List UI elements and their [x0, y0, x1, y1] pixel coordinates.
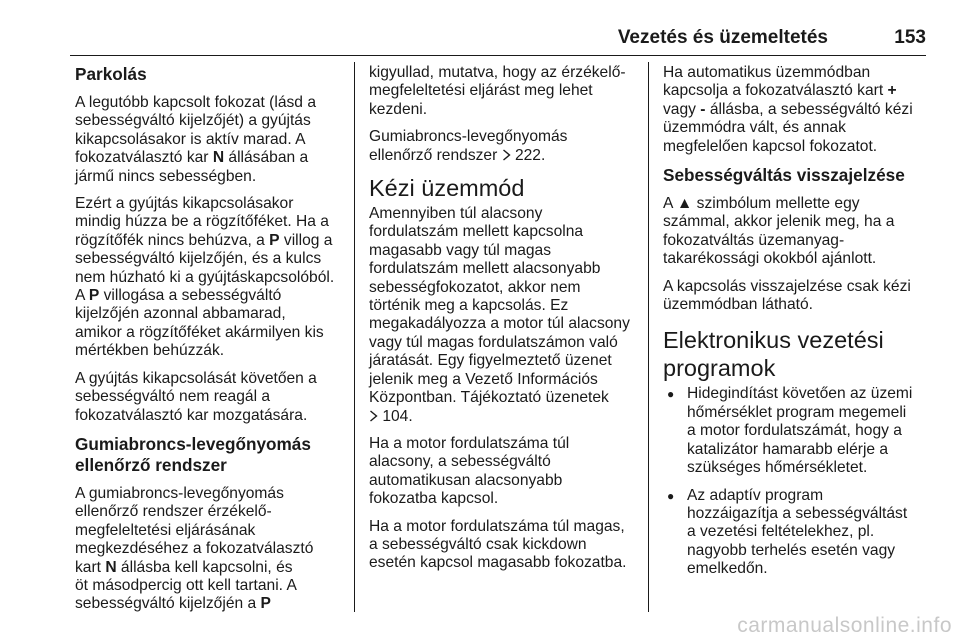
arrow-reference-icon[interactable]	[502, 147, 511, 164]
text-line: magasabb vagy túl magas	[369, 241, 552, 259]
column-2	[369, 64, 641, 582]
text-line	[75, 595, 347, 613]
column-3	[663, 64, 935, 588]
text-line: alacsony, a sebességváltó	[369, 453, 551, 471]
text-line: kijelzőjén azonnal abbamarad,	[75, 305, 286, 323]
text-line: a motor fordulatszámát, hogy a	[687, 422, 902, 440]
heading-line: Gumiabroncs-levegőnyomás	[75, 433, 311, 454]
list-item	[663, 487, 935, 579]
text-line: számmal, akkor jelenik meg, ha a	[663, 213, 895, 231]
text-run: kart	[75, 558, 106, 576]
arrow-reference-icon[interactable]	[369, 408, 378, 425]
gear-letter: N	[212, 149, 225, 167]
text-line: megkezdéséhez a fokozatválasztó	[75, 540, 314, 558]
text-line: Központban. Tájékoztató üzenetek	[369, 389, 609, 407]
gear-letter: P	[88, 287, 100, 305]
text-line	[663, 195, 935, 213]
text-run: kapcsolja a fokozatválasztó kart	[663, 82, 888, 100]
text-line	[75, 149, 347, 167]
text-line	[663, 101, 935, 119]
heading-electronic-programs	[663, 326, 935, 382]
text-line: megfeleltetési eljárásának	[75, 521, 256, 539]
text-line: Ezért a gyújtás kikapcsolásakor	[75, 195, 294, 213]
section-title: Vezetés és üzemeltetés	[617, 27, 828, 48]
paragraph-auto-mode	[663, 64, 935, 156]
text-line: A gyújtás kikapcsolását követően a	[75, 369, 317, 387]
text-line: emelkedőn.	[687, 560, 768, 578]
text-line: sebességváltó nem reagál a	[75, 388, 271, 406]
page-ref[interactable]: 104.	[378, 407, 413, 425]
text-line: üzemmódra vált, és annak	[663, 119, 846, 137]
text-line: sebességfokozatot, akkor nem	[369, 278, 581, 296]
text-line: fordulatszám mellett alacsonyabb	[369, 260, 601, 278]
text-line: fokozatba kapcsol.	[369, 490, 499, 508]
text-run: A	[75, 287, 89, 305]
list-item	[663, 385, 935, 477]
text-line: automatikusan alacsonyabb	[369, 471, 563, 489]
paragraph-parkolas-3	[75, 370, 347, 425]
text-run: ellenőrző rendszer	[369, 146, 502, 164]
text-line: szükséges hőmérsékletet.	[687, 459, 868, 477]
column-divider-1	[354, 62, 355, 612]
text-line	[75, 232, 347, 250]
text-line: A legutóbb kapcsolt fokozat (lásd a	[75, 94, 316, 111]
programs-list	[663, 385, 935, 578]
text-line: takarékossági okokból ajánlott.	[663, 250, 877, 268]
heading-line: programok	[663, 355, 776, 382]
text-line: fokozatválasztó kar mozgatására.	[75, 406, 308, 424]
plus-sign: +	[887, 82, 897, 100]
paragraph-manual-3	[369, 518, 641, 573]
text-line: Ha automatikus üzemmódban	[663, 64, 871, 81]
text-line: sebességváltó kijelzőjén, és a kulcs	[75, 250, 322, 268]
heading-line: ellenőrző rendszer	[75, 454, 227, 475]
heading-parkolas: Parkolás	[75, 64, 147, 84]
gear-letter: N	[105, 558, 117, 576]
header-rule	[70, 55, 926, 56]
text-line	[369, 408, 641, 426]
text-line: A gumiabroncs-levegőnyomás	[75, 484, 284, 502]
text-line	[369, 147, 641, 165]
text-line: járatását. Egy figyelmeztető üzenet	[369, 352, 612, 370]
column-1	[75, 64, 347, 623]
text-line: Ha a motor fordulatszáma túl	[369, 434, 570, 452]
watermark: carmanualsonline.info	[737, 614, 952, 637]
text-line: Ha a motor fordulatszáma túl magas,	[369, 517, 625, 535]
text-line: nagyobb terhelés esetén vagy	[687, 541, 896, 559]
heading-shift-indicator: Sebességváltás visszajelzése	[663, 165, 905, 186]
shift-up-triangle-icon: ▲	[676, 195, 693, 213]
text-line: vagy túl magas fordulatszámon való	[369, 333, 618, 351]
text-line: megfeleltetési eljárást meg lehet	[369, 82, 593, 100]
text-line: megfelelően kapcsol fokozatot.	[663, 137, 878, 155]
text-line: fordulatszám mellett kapcsolna	[369, 223, 584, 241]
paragraph-parkolas-2	[75, 195, 347, 361]
text-line: amikor a rögzítőféket akármilyen kis	[75, 323, 324, 341]
text-line: nem húzható ki a gyújtáskapcsolóból.	[75, 268, 335, 286]
text-line: jármű nincs sebességben.	[75, 167, 257, 185]
text-run: állásba, a sebességváltó kézi	[705, 100, 913, 118]
text-line: üzemmódban látható.	[663, 296, 813, 314]
paragraph-shift-indicator-1	[663, 195, 935, 269]
paragraph-manual-2	[369, 435, 641, 509]
paragraph-manual-1	[369, 205, 641, 426]
paragraph-parkolas-1	[75, 94, 347, 186]
text-run: fokozatválasztó kar	[75, 149, 213, 167]
text-run: állásában a	[224, 149, 309, 167]
text-line: Amennyiben túl alacsony	[369, 205, 543, 223]
text-line	[75, 559, 347, 577]
text-run: állásba kell kapcsolni, és	[116, 558, 293, 576]
text-run: A	[663, 195, 677, 213]
heading-line: Elektronikus vezetési	[663, 327, 884, 354]
gear-letter: P	[260, 595, 271, 613]
text-line: katalizátor hamarabb elérje a	[687, 440, 889, 458]
text-line: ellenőrző rendszer érzékelő-	[75, 503, 272, 521]
text-line	[75, 287, 347, 305]
text-run: villog a	[279, 231, 333, 249]
text-line: hozzáigazítja a sebességváltást	[687, 504, 908, 522]
text-line: történik meg a kapcsolás. Ez	[369, 297, 569, 315]
gear-letter: P	[269, 231, 280, 249]
paragraph-shift-indicator-2	[663, 278, 935, 315]
text-line: kigyullad, mutatva, hogy az érzékelő-	[369, 64, 626, 81]
text-line: Gumiabroncs-levegőnyomás	[369, 128, 568, 146]
page-number: 153	[894, 27, 926, 48]
text-line: ● Hidegindítást követően az üzemi	[687, 385, 913, 403]
text-line: hőmérséklet program megemeli	[687, 403, 907, 421]
text-run: szimbólum mellette egy	[692, 195, 860, 213]
text-line: megakadályozza a motor túl alacsony	[369, 315, 630, 333]
text-run: rögzítőfék nincs behúzva, a	[75, 231, 270, 249]
page-header	[70, 27, 926, 57]
text-line: sebességváltó kijelzőjét) a gyújtás	[75, 112, 311, 130]
heading-tpms	[75, 434, 347, 476]
column-divider-2	[648, 62, 649, 612]
text-line: mindig húzza be a rögzítőféket. Ha a	[75, 213, 329, 231]
page-ref[interactable]: 222.	[510, 146, 546, 164]
text-run: vagy	[663, 100, 701, 118]
text-line: kikapcsolásakor is aktív marad. A	[75, 130, 306, 148]
text-line: fokozatváltás üzemanyag-	[663, 231, 845, 249]
text-line	[663, 82, 935, 100]
paragraph-tpms-ref	[369, 128, 641, 165]
text-line: öt másodpercig ott kell tartani. A	[75, 576, 297, 594]
paragraph-tpms-cont	[369, 64, 641, 119]
text-line: a vezetési feltételekhez, pl.	[687, 523, 875, 541]
text-line: jelenik meg a Vezető Információs	[369, 370, 598, 388]
text-line: kezdeni.	[369, 100, 428, 118]
text-line: a sebességváltó csak kickdown	[369, 535, 587, 553]
text-line: A kapcsolás visszajelzése csak kézi	[663, 277, 911, 295]
text-run: villogása a sebességváltó	[99, 287, 282, 305]
text-run: sebességváltó kijelzőjén a	[75, 595, 261, 613]
paragraph-tpms	[75, 485, 347, 614]
text-line: ● Az adaptív program	[687, 486, 824, 504]
text-line: mértékben behúzzák.	[75, 342, 225, 360]
minus-sign: -	[700, 100, 706, 118]
heading-kezi-uzemmod: Kézi üzemmód	[369, 175, 525, 202]
text-line: esetén kapcsol magasabb fokozatba.	[369, 554, 627, 572]
